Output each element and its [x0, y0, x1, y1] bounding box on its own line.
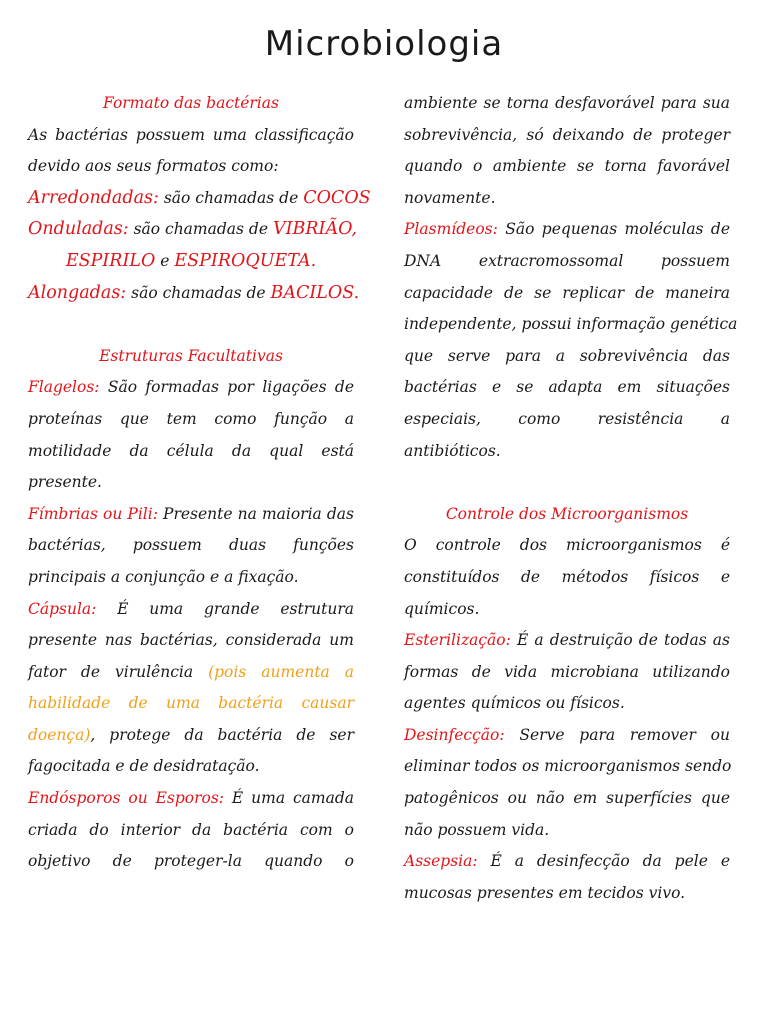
capsula-highlight-5a: doença) — [28, 725, 91, 744]
controle-line-3: químicos. — [404, 599, 480, 618]
capsula-line-2: presente nas bactérias, considerada um — [28, 631, 354, 650]
endosporos-cont-line-1: ambiente se torna desfavorável para sua — [404, 94, 730, 112]
assepsia-line-1 — [404, 846, 730, 878]
right-column — [404, 88, 738, 909]
capsula-line-5 — [28, 720, 354, 752]
capsula-line-3 — [28, 657, 354, 689]
flagelos-label: Flagelos: — [28, 378, 100, 397]
endosporos-line-2: criada do interior da bactéria com o — [28, 820, 354, 839]
flagelos-line-4: presente. — [28, 473, 102, 492]
page-title: Microbiologia — [264, 24, 504, 64]
fimbrias-text-1: Presente na maioria das — [157, 504, 354, 523]
plasmideos-line-7: especiais, como resistência a — [404, 409, 730, 428]
assepsia-text-1: É a desinfecção da pele e — [477, 852, 730, 871]
alongadas-line — [28, 278, 360, 310]
alongadas-label: Alongadas: — [28, 282, 127, 303]
desinfeccao-text-1: Serve para remover ou — [504, 725, 730, 744]
flagelos-line-1 — [28, 372, 354, 404]
spacer — [404, 467, 730, 499]
flagelos-line-2: proteínas que tem como função a — [28, 409, 354, 428]
formato-line-2: devido aos seus formatos como: — [28, 157, 279, 176]
desinfeccao-line-4: não possuem vida. — [404, 820, 550, 839]
capsula-line-6: fagocitada e de desidratação. — [28, 757, 260, 776]
endosporos-cont-line-3: quando o ambiente se torna favorável — [404, 157, 730, 176]
spacer — [28, 309, 354, 341]
esterilizacao-line-1 — [404, 625, 730, 657]
capsula-label: Cápsula: — [28, 599, 97, 618]
plasmideos-line-2: DNA extracromossomal possuem — [404, 251, 730, 270]
plasmideos-text-1: São pequenas moléculas de — [497, 220, 730, 239]
flagelos-text-1: São formadas por ligações de — [99, 378, 354, 397]
desinfeccao-line-2: eliminar todos os microorganismos sendo — [404, 757, 732, 776]
desinfeccao-line-3: patogênicos ou não em superfícies que — [404, 789, 730, 808]
capsula-text-1: É uma grande estrutura — [96, 599, 354, 618]
arredondadas-value: COCOS — [303, 187, 371, 208]
espirilo-connector: e — [155, 251, 175, 270]
onduladas-text: são chamadas de — [128, 220, 273, 239]
controle-heading: Controle dos Microorganismos — [445, 504, 689, 523]
estruturas-heading: Estruturas Facultativas — [99, 346, 283, 365]
capsula-line-4: habilidade de uma bactéria causar — [28, 694, 354, 713]
capsula-text-5b: , protege da bactéria de ser — [90, 725, 354, 744]
arredondadas-text: são chamadas de — [158, 188, 304, 207]
capsula-line-1 — [28, 594, 354, 626]
onduladas-value: VIBRIÃO, — [272, 219, 357, 240]
plasmideos-label: Plasmídeos: — [404, 220, 498, 239]
formato-line-1: As bactérias possuem uma classificação — [28, 125, 354, 144]
fimbrias-line-1 — [28, 499, 354, 531]
plasmideos-line-5: que serve para a sobrevivência das — [404, 346, 730, 365]
endosporos-cont-line-2: sobrevivência, só deixando de proteger — [404, 125, 730, 144]
desinfeccao-line-1 — [404, 720, 730, 752]
endosporos-line-3: objetivo de proteger-la quando o — [28, 852, 354, 871]
controle-line-1: O controle dos microorganismos é — [404, 536, 730, 555]
fimbrias-label: Fímbrias ou Pili: — [28, 504, 158, 523]
capsula-text-3a: fator de virulência — [28, 662, 209, 681]
espirilo-line — [28, 246, 354, 278]
esterilizacao-text-1: É a destruição de todas as — [510, 631, 730, 650]
espirilo-value: ESPIRILO — [65, 250, 156, 271]
onduladas-line — [28, 214, 357, 246]
endosporos-cont-line-4: novamente. — [404, 188, 496, 207]
endosporos-line-1 — [28, 783, 354, 815]
arredondadas-label: Arredondadas: — [28, 187, 159, 208]
flagelos-line-3: motilidade da célula da qual está — [28, 441, 354, 460]
endosporos-label: Endósporos ou Esporos: — [28, 789, 225, 808]
onduladas-label: Onduladas: — [28, 219, 129, 240]
esterilizacao-line-3: agentes químicos ou físicos. — [404, 694, 625, 713]
assepsia-label: Assepsia: — [404, 852, 478, 871]
plasmideos-line-6: bactérias e se adapta em situações — [404, 378, 730, 397]
alongadas-text: são chamadas de — [126, 283, 271, 302]
arredondadas-line — [28, 183, 371, 215]
fimbrias-line-3: principais a conjunção e a fixação. — [28, 567, 299, 586]
plasmideos-line-8: antibióticos. — [404, 441, 501, 460]
desinfeccao-label: Desinfecção: — [404, 725, 505, 744]
alongadas-value: BACILOS. — [270, 282, 360, 303]
assepsia-line-2: mucosas presentes em tecidos vivo. — [404, 883, 686, 902]
endosporos-text-1: É uma camada — [224, 789, 354, 808]
plasmideos-line-3: capacidade de se replicar de maneira — [404, 283, 730, 302]
left-column — [28, 88, 371, 878]
plasmideos-line-4: independente, possui informação genética — [404, 315, 738, 334]
plasmideos-line-1 — [404, 214, 730, 246]
formato-heading: Formato das bactérias — [103, 94, 279, 112]
esterilizacao-label: Esterilização: — [404, 631, 511, 650]
capsula-highlight-3b: (pois aumenta a — [208, 662, 355, 681]
controle-line-2: constituídos de métodos físicos e — [404, 567, 730, 586]
espiroqueta-value: ESPIROQUETA. — [174, 250, 317, 271]
fimbrias-line-2: bactérias, possuem duas funções — [28, 536, 354, 555]
esterilizacao-line-2: formas de vida microbiana utilizando — [404, 662, 730, 681]
